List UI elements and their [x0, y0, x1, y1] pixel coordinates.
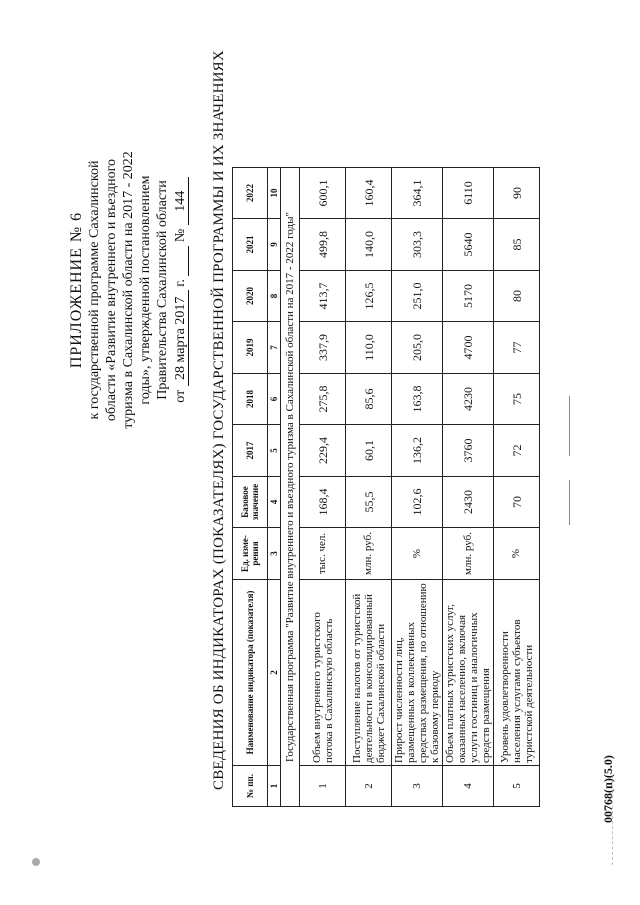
indicator-name: Объем внутреннего туристского потока в Сахалинскую область: [300, 580, 346, 766]
value-2020: 413,7: [300, 271, 346, 322]
value-2018: 85,6: [346, 374, 392, 425]
header-cell: 2022: [233, 168, 268, 219]
unit-cell: %: [392, 528, 443, 580]
scan-line-mark: [569, 480, 570, 525]
column-number: 1: [268, 766, 281, 807]
table-row: [443, 168, 494, 807]
value-2021: 303,3: [392, 219, 443, 271]
value-2019: 337,9: [300, 322, 346, 374]
indicators-table: [232, 167, 540, 807]
table-row: [392, 168, 443, 807]
value-2017: 229,4: [300, 425, 346, 477]
base-value: 168,4: [300, 477, 346, 528]
column-number: 2: [268, 580, 281, 766]
program-title: Государственная программа "Развитие внутреннего и въездного туризма в Сахалинской области на 2017 - 2022 годы": [281, 168, 300, 807]
row-number: 1: [300, 766, 346, 807]
header-cell: 2017: [233, 425, 268, 477]
column-number: 3: [268, 528, 281, 580]
value-2022: 160,4: [346, 168, 392, 219]
column-number: 4: [268, 477, 281, 528]
table-row: [346, 168, 392, 807]
appendix-block: [68, 110, 189, 470]
column-number: 10: [268, 168, 281, 219]
row-number: 5: [494, 766, 540, 807]
value-2019: 110,0: [346, 322, 392, 374]
header-cell: 2019: [233, 322, 268, 374]
footer-code: 00768(п)(5.0): [601, 755, 615, 823]
appendix-title: ПРИЛОЖЕНИЕ № 6: [68, 211, 85, 369]
indicator-name: Уровень удовлетворенности населения услугами субъектов туристской деятельности: [494, 580, 540, 766]
column-number: 6: [268, 374, 281, 425]
row-number: 4: [443, 766, 494, 807]
appendix-line: годы», утвержденной постановлением: [138, 175, 153, 405]
scan-dot: [32, 858, 40, 866]
header-cell: Базовое значение: [233, 477, 268, 528]
scan-artifact-line: [612, 775, 613, 865]
date-value: 28 марта 2017: [174, 290, 189, 386]
value-2019: 77: [494, 322, 540, 374]
value-2020: 80: [494, 271, 540, 322]
column-number-row: [268, 168, 281, 807]
value-2020: 251,0: [392, 271, 443, 322]
appendix-date-line: [172, 110, 189, 470]
value-2022: 90: [494, 168, 540, 219]
date-prefix: от: [173, 389, 188, 403]
column-number: 8: [268, 271, 281, 322]
base-value: 55,5: [346, 477, 392, 528]
unit-cell: тыс. чел.: [300, 528, 346, 580]
appendix-line: к государственной программе Сахалинской: [87, 160, 102, 420]
appendix-line: туризма в Сахалинской области на 2017 - 2022: [121, 151, 136, 429]
value-2017: 72: [494, 425, 540, 477]
program-row: [281, 168, 300, 807]
value-2022: 600,1: [300, 168, 346, 219]
date-blank: [174, 246, 189, 276]
appendix-line: Правительства Сахалинской области: [155, 180, 170, 400]
unit-cell: млн. руб.: [443, 528, 494, 580]
header-cell: 2018: [233, 374, 268, 425]
indicator-name: Объем платных туристских услуг, оказанных населению, включая услуги гостиниц и аналогичных средств размещения: [443, 580, 494, 766]
value-2020: 5170: [443, 271, 494, 322]
scan-line-mark: [569, 396, 570, 456]
value-2020: 126,5: [346, 271, 392, 322]
header-cell: 2021: [233, 219, 268, 271]
appendix-line: области «Развитие внутреннего и въездного: [104, 158, 119, 422]
header-cell: Наименование индикатора (показателя): [233, 580, 268, 766]
indicator-name: Поступление налогов от туристской деятельности в консолидированный бюджет Сахалинской области: [346, 580, 392, 766]
value-2019: 4700: [443, 322, 494, 374]
base-value: 102,6: [392, 477, 443, 528]
value-2021: 140,0: [346, 219, 392, 271]
number-prefix: №: [173, 228, 188, 243]
value-2017: 3760: [443, 425, 494, 477]
value-2017: 136,2: [392, 425, 443, 477]
value-2018: 4230: [443, 374, 494, 425]
table-header-row: [233, 168, 268, 807]
value-2019: 205,0: [392, 322, 443, 374]
unit-cell: %: [494, 528, 540, 580]
unit-cell: млн. руб.: [346, 528, 392, 580]
document-heading: СВЕДЕНИЯ ОБ ИНДИКАТОРАХ (ПОКАЗАТЕЛЯХ) ГОСУДАРСТВЕННОЙ ПРОГРАММЫ И ИХ ЗНАЧЕНИЯХ: [211, 50, 227, 790]
column-number: 9: [268, 219, 281, 271]
header-cell: 2020: [233, 271, 268, 322]
value-2018: 163,8: [392, 374, 443, 425]
column-number: 7: [268, 322, 281, 374]
table-row: [494, 168, 540, 807]
header-cell: № пп.: [233, 766, 268, 807]
base-value: 70: [494, 477, 540, 528]
row-number: 2: [346, 766, 392, 807]
base-value: 2430: [443, 477, 494, 528]
number-value: 144: [174, 177, 189, 225]
date-suffix: г.: [173, 279, 188, 287]
indicator-name: Прирост численности лиц, размещенных в коллективных средствах размещения, по отношению к базовому периоду: [392, 580, 443, 766]
column-number: 5: [268, 425, 281, 477]
value-2018: 275,8: [300, 374, 346, 425]
value-2017: 60,1: [346, 425, 392, 477]
value-2022: 6110: [443, 168, 494, 219]
value-2022: 364,1: [392, 168, 443, 219]
value-2021: 499,8: [300, 219, 346, 271]
row-number: 3: [392, 766, 443, 807]
table-row: [300, 168, 346, 807]
value-2018: 75: [494, 374, 540, 425]
value-2021: 85: [494, 219, 540, 271]
value-2021: 5640: [443, 219, 494, 271]
header-cell: Ед. изме-рения: [233, 528, 268, 580]
